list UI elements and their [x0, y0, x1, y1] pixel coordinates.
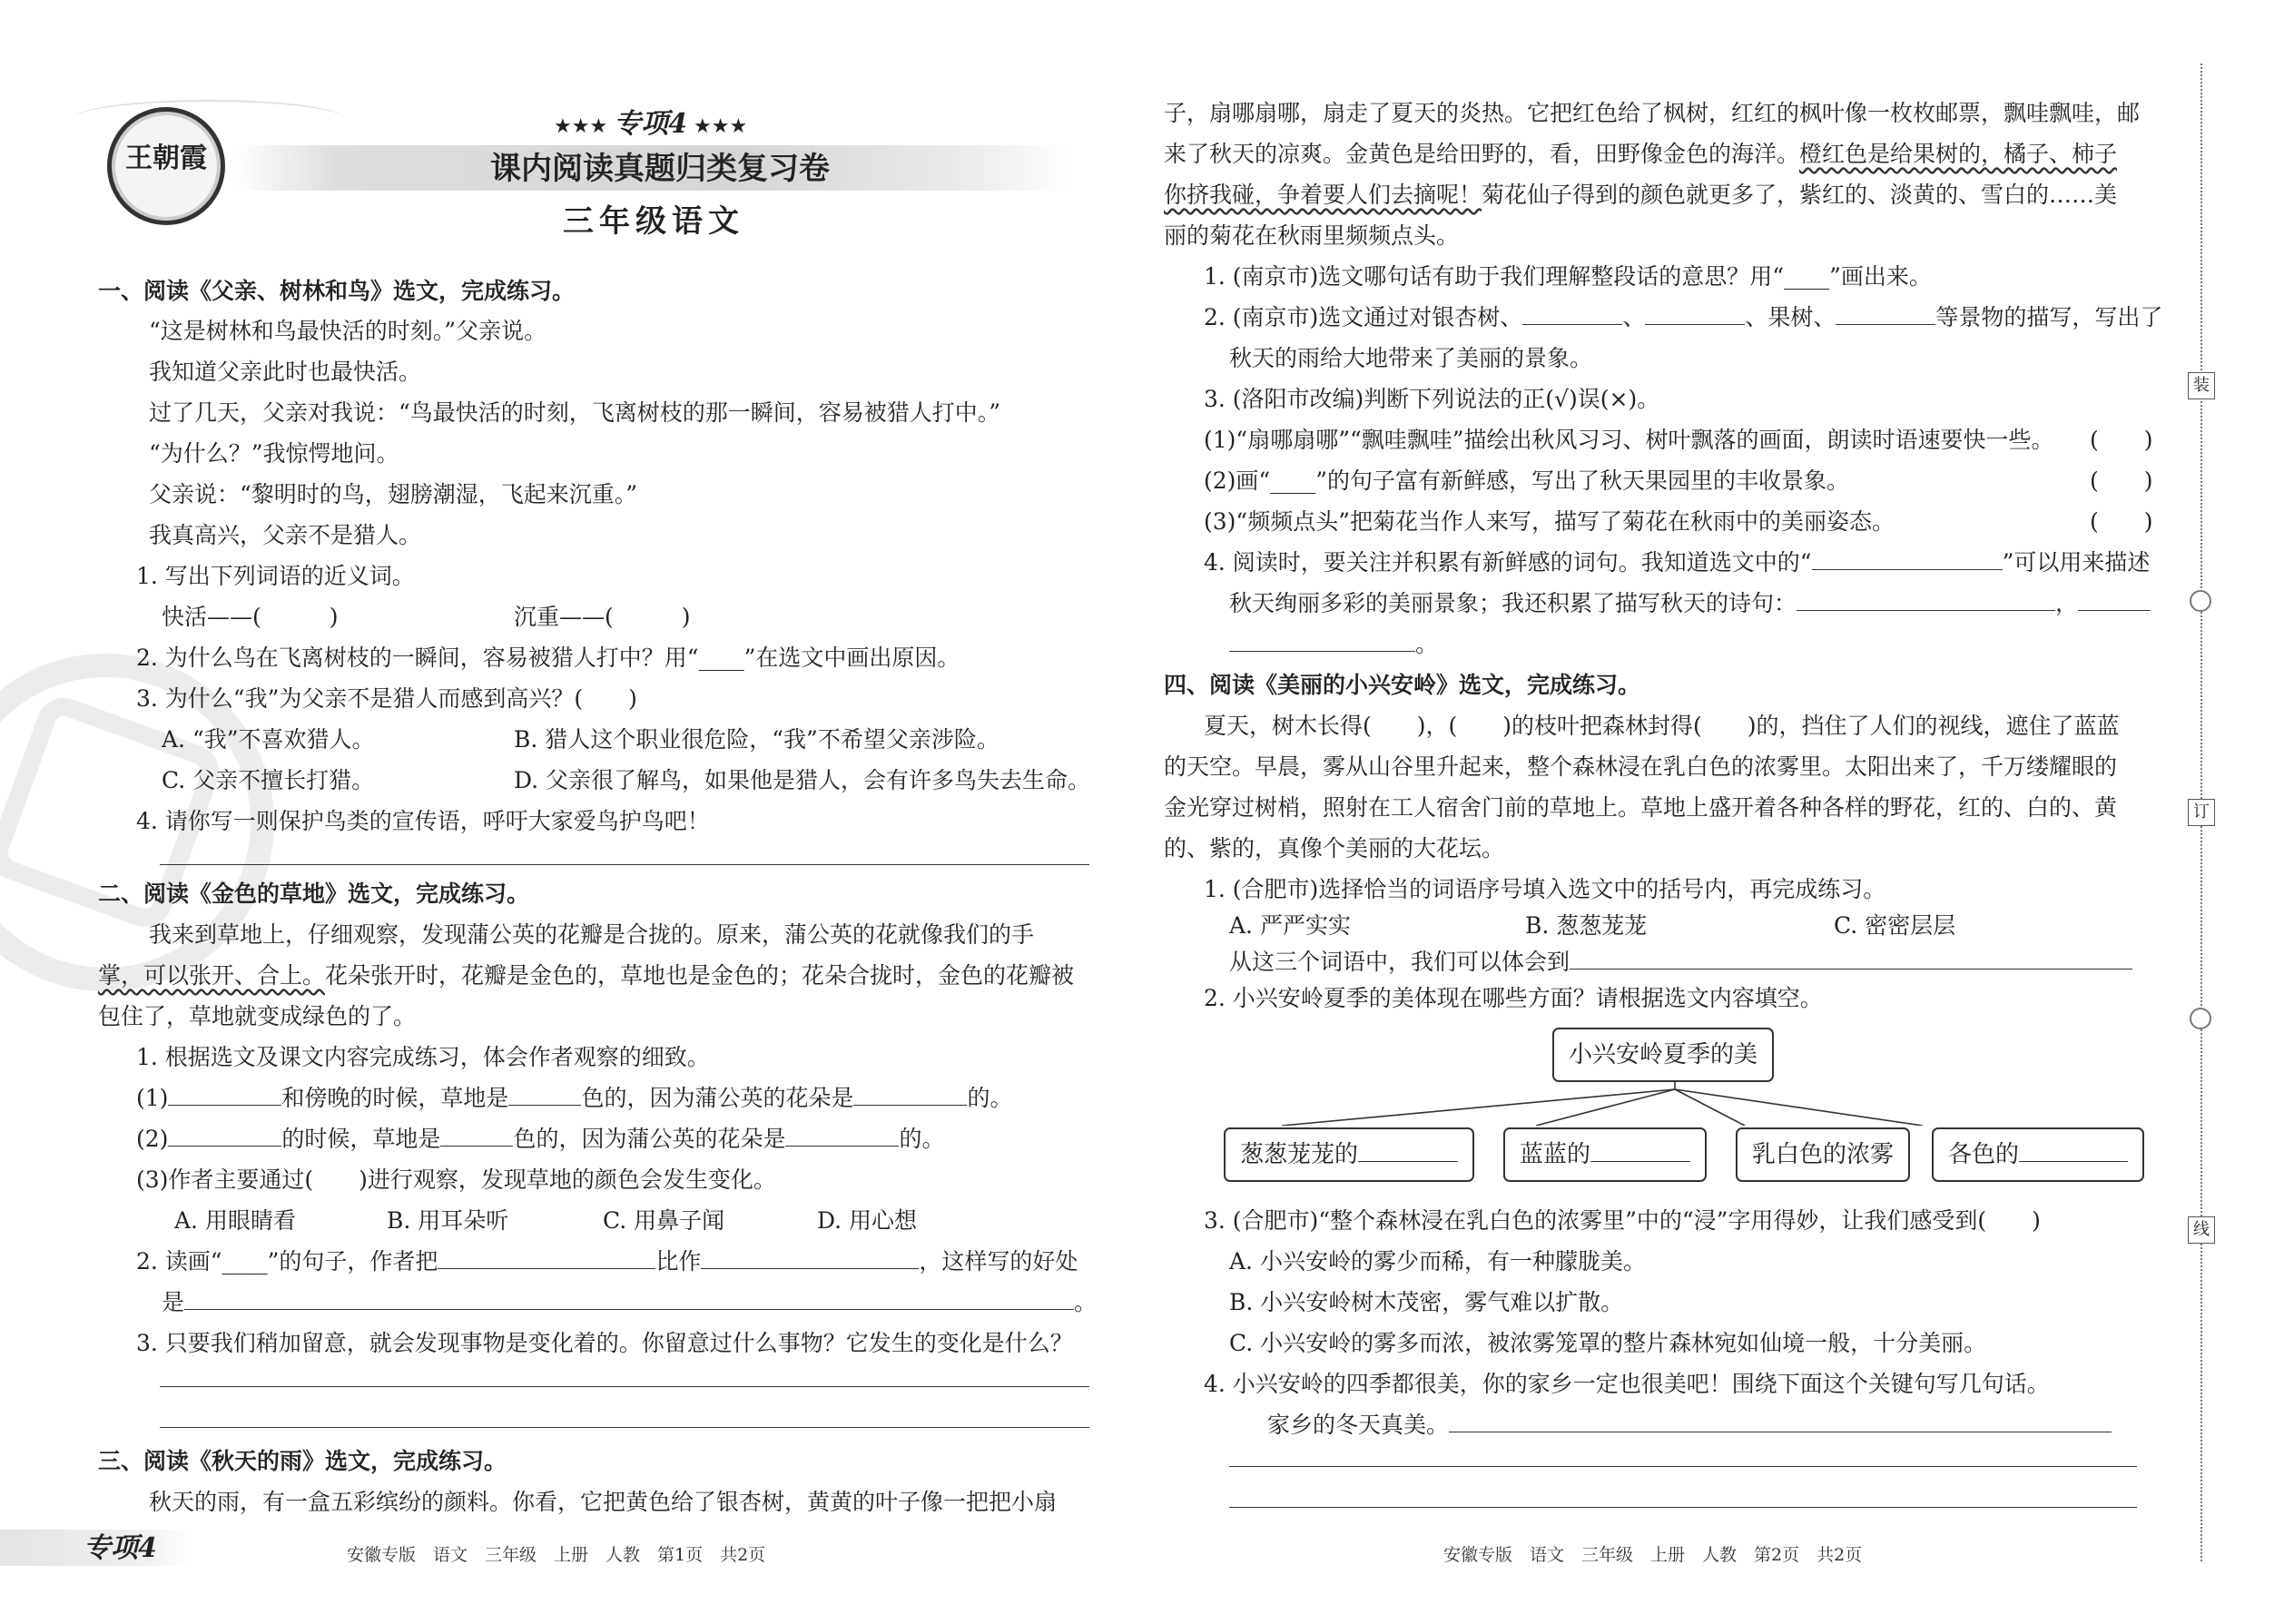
section-3-heading: 三、阅读《秋天的雨》选文，完成练习。 [98, 1448, 507, 1474]
s4-q1-option-b[interactable]: B. 葱葱茏茏 [1525, 912, 1648, 939]
logo-seal [107, 107, 225, 225]
s1-para-5: 父亲说：“黎明时的鸟，翅膀潮湿，飞起来沉重。” [149, 481, 638, 507]
s2-q1a-label: (1) [136, 1085, 169, 1111]
s4-para-1: 夏天，树木长得( )，( )的枝叶把森林封得( )的，挡住了人们的视线，遮住了蓝蓝 [1204, 713, 2120, 739]
s3-q4-text-1: 4. 阅读时，要关注并积累有新鲜感的词句。我知道选文中的“ [1204, 549, 1812, 576]
diagram-branch-2-label: 蓝蓝的 [1520, 1141, 1591, 1168]
diagram-branch-1-blank[interactable] [1358, 1141, 1458, 1162]
s2-q2-blank-2[interactable] [701, 1248, 919, 1269]
logo-text: 王朝霞 [125, 143, 207, 174]
s3-q4-blank-1[interactable] [1812, 549, 2003, 570]
s3-cont-para-1: 子，扇哪扇哪，扇走了夏天的炎热。它把红色给了枫树，红红的枫叶像一枚枚邮票，飘哇飘哇，邮 [1164, 100, 2141, 126]
s2-para-2b: 花朵张开时，花瓣是金色的，草地也是金色的；花朵合拢时，金色的花瓣被 [325, 962, 1075, 989]
diagram-branch-1 [1224, 1127, 1474, 1182]
s1-q1-answer-a[interactable]: 快活——( ) [162, 604, 339, 630]
s3-q3-paren-2[interactable]: ( ) [2090, 468, 2153, 494]
diagram-branch-4 [1932, 1127, 2144, 1182]
s3-q3-item-2: (2)画“____”的句子富有新鲜感，写出了秋天果园里的丰收景象。 [1204, 468, 1849, 494]
s2-q1b-label: (2) [136, 1126, 169, 1152]
s1-para-6: 我真高兴，父亲不是猎人。 [149, 522, 422, 548]
section-1-heading: 一、阅读《父亲、树林和鸟》选文，完成练习。 [98, 278, 576, 304]
binding-mark-2: 订 [2188, 799, 2215, 826]
s3-cont-para-4: 丽的菊花在秋雨里频频点头。 [1164, 222, 1460, 249]
page-title: 课内阅读真题归类复习卷 [490, 151, 830, 187]
s2-q2-blank-3[interactable] [184, 1289, 1074, 1310]
page-subtitle: 三年级语文 [563, 203, 744, 240]
s4-q4-answer-line-3[interactable] [1229, 1507, 2137, 1508]
binding-hole-1 [2190, 590, 2211, 612]
s2-q2-blank-1[interactable] [438, 1248, 655, 1269]
s3-q4-blank-3[interactable] [2078, 590, 2151, 611]
s2-para-3: 包住了，草地就变成绿色的了。 [98, 1003, 417, 1029]
s3-q4-blank-4[interactable] [1229, 631, 1415, 652]
binding-mark-3: 线 [2188, 1216, 2215, 1244]
s1-q2: 2. 为什么鸟在飞离树枝的一瞬间，容易被猎人打中？用“____”在选文中画出原因。 [136, 645, 960, 671]
s2-q1b-blank-3[interactable] [785, 1126, 899, 1147]
s2-q1a-text-1: 和傍晚的时候，草地是 [281, 1085, 509, 1111]
s2-para-1: 我来到草地上，仔细观察，发现蒲公英的花瓣是合拢的。原来，蒲公英的花就像我们的手 [149, 921, 1035, 948]
s3-cont-para-2a: 来了秋天的凉爽。金黄色是给田野的，看，田野像金色的海洋。 [1164, 141, 1800, 167]
s1-para-2: 我知道父亲此时也最快活。 [149, 359, 422, 385]
s4-q3-option-a[interactable]: A. 小兴安岭的雾少而稀，有一种朦胧美。 [1229, 1248, 1646, 1275]
diagram-root-box: 小兴安岭夏季的美 [1552, 1028, 1774, 1082]
s2-q1a-text-2: 色的，因为蒲公英的花朵是 [581, 1085, 854, 1111]
s3-cont-para-2b: 橙红色是给果树的，橘子、柿子 [1799, 141, 2118, 167]
s1-q3-option-b[interactable]: B. 猎人这个职业很危险，“我”不希望父亲涉险。 [514, 726, 999, 753]
s3-q2-text-3: 、果树、 [1745, 304, 1836, 330]
s2-q1b-text-2: 色的，因为蒲公英的花朵是 [513, 1126, 786, 1152]
s2-q1: 1. 根据选文及课文内容完成练习，体会作者观察的细致。 [136, 1044, 710, 1070]
s3-q3-item-1: (1)“扇哪扇哪”“飘哇飘哇”描绘出秋风习习、树叶飘落的画面，朗读时语速要快一些。 [1204, 427, 2054, 453]
s3-q4-blank-2[interactable] [1797, 590, 2055, 611]
binding-mark-1: 装 [2188, 372, 2215, 399]
s1-q4-answer-line[interactable] [160, 864, 1089, 865]
s2-para-2a: 掌，可以张开、合上。 [98, 962, 326, 989]
s2-q1b-blank-1[interactable] [168, 1126, 281, 1147]
s3-q2-text-2: 、 [1622, 304, 1646, 330]
s3-q3-paren-1[interactable]: ( ) [2090, 427, 2153, 453]
binding-hole-2 [2190, 1008, 2211, 1029]
s1-para-3: 过了几天，父亲对我说：“鸟最快活的时刻，飞离树枝的那一瞬间，容易被猎人打中。” [149, 399, 1001, 426]
s4-para-2: 的天空。早晨，雾从山谷里升起来，整个森林浸在乳白色的浓雾里。太阳出来了，千万缕耀眼的 [1164, 753, 2118, 780]
s3-q2-text-4: 等景物的描写，写出了 [1935, 304, 2163, 330]
s2-q1c-option-b[interactable]: B. 用耳朵听 [387, 1207, 509, 1234]
diagram-connectors [1216, 1071, 2161, 1126]
diagram-branch-4-label: 各色的 [1948, 1141, 2020, 1168]
s2-q2-text-3: ，这样写的好处 [919, 1248, 1078, 1275]
s3-para-1: 秋天的雨，有一盒五彩缤纷的颜料。你看，它把黄色给了银杏树，黄黄的叶子像一把把小扇 [149, 1489, 1058, 1515]
s1-q3: 3. 为什么“我”为父亲不是猎人而感到高兴？( ) [136, 685, 637, 712]
s2-q1a-blank-1[interactable] [168, 1085, 281, 1106]
s2-q2-text-5: 。 [1074, 1289, 1098, 1315]
s1-q3-option-a[interactable]: A. “我”不喜欢猎人。 [162, 726, 375, 753]
s4-para-4: 的、紫的，真像个美丽的大花坛。 [1164, 835, 1505, 861]
s2-q1a-text-3: 的。 [967, 1085, 1013, 1111]
s4-q4-blank-1[interactable] [1449, 1412, 2112, 1432]
s4-q4: 4. 小兴安岭的四季都很美，你的家乡一定也很美吧！围绕下面这个关键句写几句话。 [1204, 1371, 2050, 1397]
s1-q3-option-c[interactable]: C. 父亲不擅长打猎。 [162, 767, 375, 793]
s2-q1c-option-a[interactable]: A. 用眼睛看 [174, 1207, 296, 1234]
s3-q4-text-5: 。 [1415, 631, 1439, 657]
section-4-heading: 四、阅读《美丽的小兴安岭》选文，完成练习。 [1164, 672, 1641, 698]
s3-q4-text-3: 秋天绚丽多彩的美丽景象；我还积累了描写秋天的诗句： [1229, 590, 1797, 616]
s4-q1-blank[interactable] [1570, 949, 2132, 969]
s3-q2-blank-1[interactable] [1522, 304, 1622, 325]
s3-cont-para-3a: 你挤我碰，争着要人们去摘呢！ [1164, 182, 1482, 208]
s4-q1: 1. (合肥市)选择恰当的词语序号填入选文中的括号内，再完成练习。 [1204, 876, 1886, 902]
s2-q2-text-1: 2. 读画“____”的句子，作者把 [136, 1248, 438, 1275]
header-stars-left: ★★★ [554, 115, 608, 138]
s3-q2-blank-3[interactable] [1836, 304, 1935, 325]
s3-q3-item-3: (3)“频频点头”把菊花当作人来写，描写了菊花在秋雨中的美丽姿态。 [1204, 508, 1895, 535]
s2-q1c-option-c[interactable]: C. 用鼻子闻 [603, 1207, 725, 1234]
s2-q1c: (3)作者主要通过( )进行观察，发现草地的颜色会发生变化。 [136, 1166, 776, 1193]
s2-q3-answer-line-1[interactable] [160, 1386, 1089, 1387]
s3-cont-para-3b: 菊花仙子得到的颜色就更多了，紫红的、淡黄的、雪白的……美 [1482, 182, 2118, 208]
s3-q4-text-4: ， [2055, 590, 2079, 616]
s2-q1a-blank-2[interactable] [508, 1085, 581, 1106]
s2-q1b-blank-2[interactable] [440, 1126, 513, 1147]
s2-q1a-blank-3[interactable] [853, 1085, 967, 1106]
footer-page-2: 安徽专版 语文 三年级 上册 人教 第2页 共2页 [1443, 1545, 1863, 1565]
s2-q1b-text-3: 的。 [899, 1126, 945, 1152]
s2-q3-answer-line-2[interactable] [160, 1427, 1089, 1428]
s4-q3: 3. (合肥市)“整个森林浸在乳白色的浓雾里”中的“浸”字用得妙，让我们感受到( ) [1204, 1207, 2041, 1234]
s4-q3-option-c[interactable]: C. 小兴安岭的雾多而浓，被浓雾笼罩的整片森林宛如仙境一般，十分美丽。 [1229, 1330, 1987, 1356]
s4-q2: 2. 小兴安岭夏季的美体现在哪些方面？请根据选文内容填空。 [1204, 985, 1823, 1011]
s3-q4-text-2: ”可以用来描述 [2002, 549, 2151, 576]
s3-q2-text-5: 秋天的雨给大地带来了美丽的景象。 [1229, 345, 1593, 371]
s2-q1b-text-1: 的时候，草地是 [281, 1126, 441, 1152]
s4-q4-answer-line-2[interactable] [1229, 1466, 2137, 1467]
topic-label: 专项4 [614, 108, 688, 140]
s2-q2-text-4: 是 [162, 1289, 185, 1315]
s1-para-4: “为什么？”我惊愕地问。 [149, 440, 399, 467]
s1-q4: 4. 请你写一则保护鸟类的宣传语，呼吁大家爱鸟护鸟吧！ [136, 808, 710, 834]
s3-q3: 3. (洛阳市改编)判断下列说法的正(√)误(×)。 [1204, 386, 1660, 412]
s4-q1-option-c[interactable]: C. 密密层层 [1834, 912, 1956, 939]
s2-q3: 3. 只要我们稍加留意，就会发现事物是变化着的。你留意过什么事物？它发生的变化是什么？ [136, 1330, 1073, 1356]
s1-q3-option-d[interactable]: D. 父亲很了解鸟，如果他是猎人，会有许多鸟失去生命。 [514, 767, 1091, 793]
footer-topic-label: 专项4 [84, 1532, 157, 1564]
s1-q1-answer-b[interactable]: 沉重——( ) [514, 604, 691, 630]
diagram-branch-4-blank[interactable] [2019, 1141, 2128, 1162]
s4-q3-option-b[interactable]: B. 小兴安岭树木茂密，雾气难以扩散。 [1229, 1289, 1624, 1315]
s3-q1: 1. (南京市)选文哪句话有助于我们理解整段话的意思？用“____”画出来。 [1204, 263, 1932, 290]
diagram-branch-2-blank[interactable] [1590, 1141, 1690, 1162]
s3-q3-paren-3[interactable]: ( ) [2090, 508, 2153, 535]
diagram-branch-2 [1503, 1127, 1707, 1182]
s1-para-1: “这是树林和鸟最快活的时刻。”父亲说。 [149, 318, 547, 344]
s2-q1c-option-d[interactable]: D. 用心想 [817, 1207, 918, 1234]
s4-para-3: 金光穿过树梢，照射在工人宿舍门前的草地上。草地上盛开着各种各样的野花，红的、白的、黄 [1164, 794, 2118, 821]
s3-q2-text-1: 2. (南京市)选文通过对银杏树、 [1204, 304, 1523, 330]
s3-q2-blank-2[interactable] [1645, 304, 1745, 325]
header-stars-right: ★★★ [694, 115, 748, 138]
s4-q4-prompt: 家乡的冬天真美。 [1267, 1412, 1450, 1438]
diagram-branch-1-label: 葱葱茏茏的 [1240, 1141, 1359, 1168]
s2-q2-text-2: 比作 [655, 1248, 702, 1275]
s1-q1: 1. 写出下列词语的近义词。 [136, 563, 415, 589]
footer-page-1: 安徽专版 语文 三年级 上册 人教 第1页 共2页 [347, 1545, 766, 1565]
section-2-heading: 二、阅读《金色的草地》选文，完成练习。 [98, 881, 530, 907]
s4-q1-option-a[interactable]: A. 严严实实 [1229, 912, 1351, 939]
diagram-branch-3: 乳白色的浓雾 [1736, 1127, 1910, 1182]
s4-q1-text: 从这三个词语中，我们可以体会到 [1229, 949, 1570, 975]
